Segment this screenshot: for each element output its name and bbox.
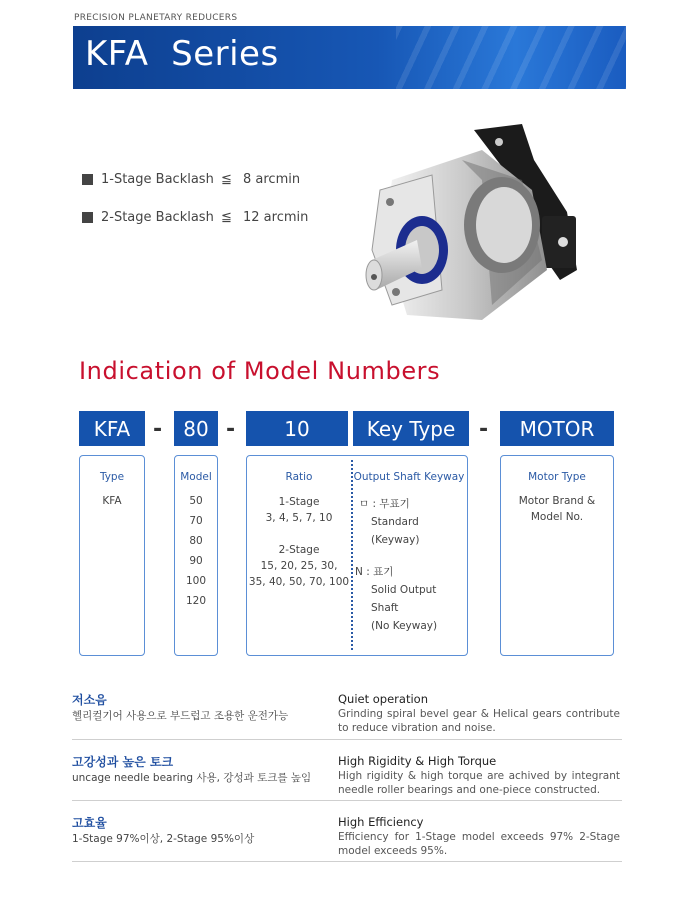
panel-value: KFA	[102, 495, 122, 507]
keyway-option-mark: N : 표기	[355, 566, 394, 578]
feature-en-title: Quiet operation	[338, 692, 428, 706]
less-equal-symbol: ≦	[221, 172, 232, 187]
backlash-value: 12 arcmin	[243, 210, 309, 225]
code-dash: -	[479, 417, 489, 442]
banner-decoration	[396, 26, 626, 89]
feature-divider	[72, 739, 622, 740]
planetary-reducer-illustration	[362, 120, 592, 335]
model-list	[175, 491, 217, 611]
code-model: 80	[174, 411, 218, 446]
motor-line: Motor Brand &	[518, 495, 596, 507]
section-title: Indication of Model Numbers	[79, 357, 441, 385]
feature-en-title: High Efficiency	[338, 815, 424, 829]
stage2-values: 15, 20, 25, 30,	[260, 560, 338, 572]
panel-heading: Model	[180, 471, 212, 483]
model-value: 100	[185, 575, 207, 587]
backlash-row-2	[82, 210, 308, 225]
backlash-label: 2-Stage Backlash	[101, 210, 214, 225]
keyway-option-desc: (No Keyway)	[371, 620, 438, 632]
feature-divider	[72, 800, 622, 801]
title-banner	[73, 26, 626, 89]
code-dash: -	[226, 417, 236, 442]
model-panel	[174, 455, 218, 656]
feature-divider	[72, 861, 622, 862]
panel-heading: Motor Type	[528, 471, 586, 483]
keyway-option-desc: Solid Output Shaft	[371, 584, 437, 614]
feature-ko-title: 고강성과 높은 토크	[72, 755, 174, 769]
model-value: 80	[189, 535, 203, 547]
backlash-value: 8 arcmin	[243, 172, 301, 187]
model-value: 90	[189, 555, 203, 567]
backlash-row-1	[82, 172, 300, 187]
model-value: 50	[189, 495, 203, 507]
top-label: PRECISION PLANETARY REDUCERS	[74, 13, 238, 23]
ratio-column	[247, 456, 351, 590]
feature-en-desc: Grinding spiral bevel gear & Helical gears contribute to reduce vibration and noise.	[338, 708, 620, 734]
model-value: 70	[189, 515, 203, 527]
feature-ko-desc: 1-Stage 97%이상, 2-Stage 95%이상	[72, 833, 255, 845]
panel-heading: Ratio	[285, 471, 313, 483]
keyway-option-desc: Standard (Keyway)	[371, 516, 420, 546]
code-motor: MOTOR	[500, 411, 614, 446]
stage1-values: 3, 4, 5, 7, 10	[265, 512, 333, 524]
panel-heading: Output Shaft Keyway	[353, 471, 465, 483]
feature-en-desc: Efficiency for 1-Stage model exceeds 97% 2-Stage model exceeds 95%.	[338, 831, 620, 857]
model-value: 120	[185, 595, 207, 607]
type-panel	[79, 455, 145, 656]
code-ratio: 10	[246, 411, 348, 446]
feature-ko-desc: uncage needle bearing 사용, 강성과 토크를 높임	[72, 772, 312, 784]
page-title: KFA Series	[85, 34, 279, 74]
ratio-keyway-panel	[246, 455, 468, 656]
motor-line: Model No.	[530, 511, 584, 523]
feature-ko-title: 고효율	[72, 816, 107, 830]
motor-panel	[500, 455, 614, 656]
stage2-values: 35, 40, 50, 70, 100	[248, 576, 350, 588]
square-bullet-icon	[82, 174, 93, 185]
backlash-label: 1-Stage Backlash	[101, 172, 214, 187]
less-equal-symbol: ≦	[221, 210, 232, 225]
square-bullet-icon	[82, 212, 93, 223]
feature-en-title: High Rigidity & High Torque	[338, 754, 497, 768]
keyway-option-mark: ㅁ : 무표기	[359, 498, 410, 510]
feature-ko-desc: 헬리컬기어 사용으로 부드럽고 조용한 운전가능	[72, 710, 289, 722]
stage1-label: 1-Stage	[278, 496, 320, 508]
code-dash: -	[153, 417, 163, 442]
stage2-label: 2-Stage	[278, 544, 320, 556]
feature-en-desc: High rigidity & high torque are achived by integrant needle roller bearings and one-piece constructed.	[338, 770, 620, 796]
code-key-type: Key Type	[353, 411, 469, 446]
code-type: KFA	[79, 411, 145, 446]
keyway-column	[355, 456, 467, 635]
feature-ko-title: 저소음	[72, 693, 107, 707]
panel-heading: Type	[99, 471, 125, 483]
dotted-divider	[351, 460, 353, 650]
